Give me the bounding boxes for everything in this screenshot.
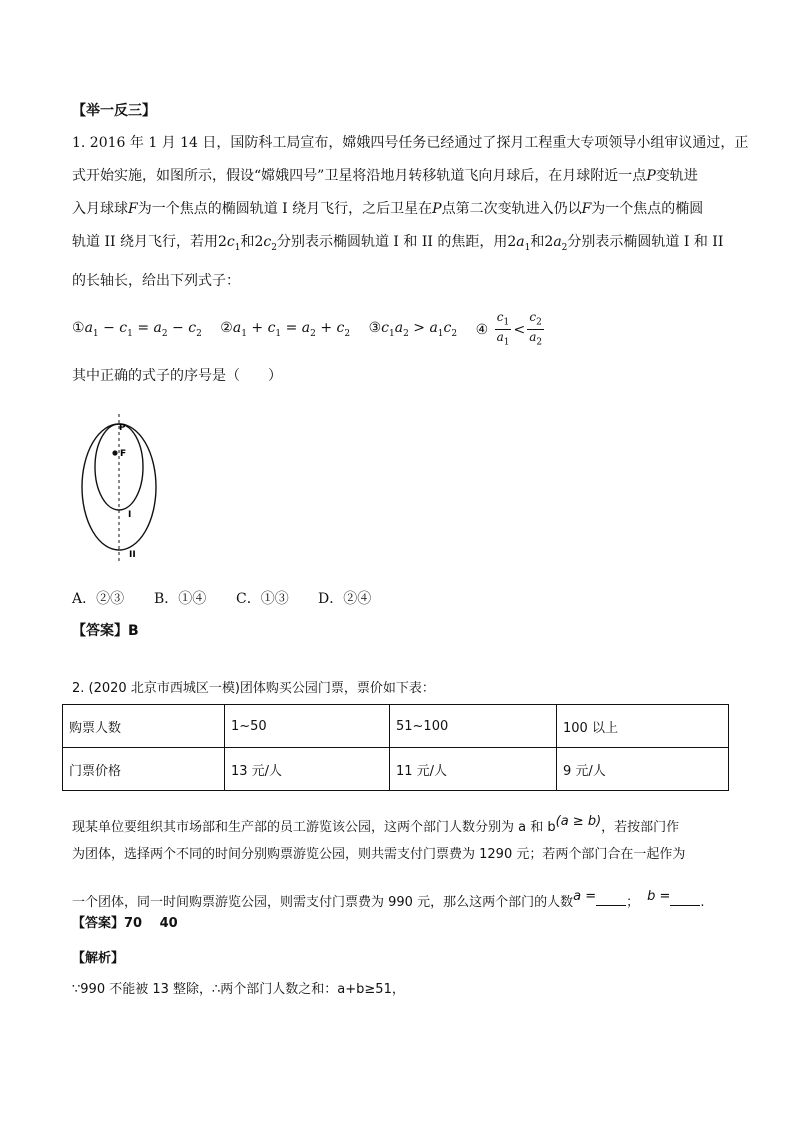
option-d: D．②④	[318, 591, 372, 607]
q1-formulas	[72, 310, 560, 350]
option-b: B．①④	[154, 591, 207, 607]
blank-b-label: b =	[647, 889, 671, 904]
q2-para-3-sep: ；	[626, 895, 640, 910]
q2-para-3-a: 一个团体，同一时间购票游览公园，则需支付门票费为 990 元，那么这两个部门的人数	[72, 895, 574, 910]
table-cell: 9 元/人	[557, 748, 729, 791]
table-row	[63, 705, 729, 748]
q2-para-3	[72, 887, 705, 913]
var-p-2: P	[432, 201, 442, 217]
blank-a-label: a =	[573, 889, 597, 904]
section-title: 【举一反三】	[72, 103, 156, 119]
q1-line-3	[72, 199, 703, 219]
q2-analysis-line: ∵990 不能被 13 整除，∴两个部门人数之和：a+b≥51，	[72, 982, 405, 997]
label-p: P	[119, 423, 126, 433]
q1-options	[72, 589, 400, 609]
q1-line-4-e: 分别表示椭圆轨道 I 和 II	[567, 234, 724, 250]
orbit-figure	[66, 412, 176, 562]
formula-2: $②a_1 + c_1 = a_2 + c_2$	[220, 320, 351, 340]
formula-3: $③c_1a_2 > a_1c_2$	[368, 320, 458, 340]
var-f-2: F	[581, 201, 592, 217]
table-cell: 购票人数	[63, 705, 225, 748]
q2-answer: 【答案】70 40	[72, 916, 178, 931]
q1-line-4-c: 分别表示椭圆轨道 I 和 II 的焦距，用	[276, 234, 508, 250]
q1-line-4: 轨道 II 绕月飞行，若用$2c_1$和$2c_2$分别表示椭圆轨道 I 和 II 的焦距，用$2a_1$和$2a_2$分别表示椭圆轨道 I 和 II	[72, 234, 724, 253]
table-cell: 51~100	[390, 705, 557, 748]
table-cell: 13 元/人	[225, 748, 390, 791]
q1-line-4-and-2: 和	[530, 234, 545, 250]
label-f: F	[120, 449, 127, 459]
q1-line-2-end: 变轨进	[655, 168, 698, 184]
q1-line-3-d: 为一个焦点的椭圆	[591, 201, 704, 217]
formula-4: ④ $\frac{c_1}{a_1}$ < $\frac{c_2}{a_2}$	[475, 310, 543, 348]
table-row	[63, 748, 729, 791]
table-cell: 1~50	[225, 705, 390, 748]
label-orbit-i: I	[128, 510, 132, 520]
table-cell: 100 以上	[557, 705, 729, 748]
q2-para-1-a: 现某单位要组织其市场部和生产部的员工游览该公园，这两个部门人数分别为 a 和 b	[72, 820, 556, 835]
var-p: P	[646, 168, 656, 184]
q1-answer: 【答案】B	[72, 623, 139, 639]
q1-line-2-text: 式开始实施，如图所示，假设“嫦娥四号”卫星将沿地月转移轨道飞向月球后，在月球附近一点	[72, 168, 647, 184]
q1-question: 其中正确的式子的序号是（ ）	[72, 368, 282, 384]
q1-line-3-b: 为一个焦点的椭圆轨道 I 绕月飞行，之后卫星在	[137, 201, 433, 217]
q1-line-4-and-1: 和	[240, 234, 255, 250]
table-cell: 11 元/人	[390, 748, 557, 791]
condition-a-ge-b: (a ≥ b)	[555, 814, 602, 829]
q2-para-3-end: .	[700, 895, 705, 910]
q1-line-3-a: 入月球球	[72, 201, 128, 217]
var-f: F	[128, 201, 138, 217]
label-orbit-ii: II	[129, 550, 136, 560]
q1-line-5: 的长轴长，给出下列式子：	[72, 273, 240, 289]
q2-para-2: 为团体，选择两个不同的时间分别购票游览公园，则共需支付门票费为 1290 元；若两个部门合在一起作为	[72, 847, 686, 862]
q1-line-1: 1. 2016 年 1 月 14 日，国防科工局宣布，嫦娥四号任务已经通过了探月工程重大专项领导小组审议通过，正	[72, 135, 749, 151]
q2-analysis-title: 【解析】	[72, 951, 125, 966]
option-a: A．②③	[72, 591, 125, 607]
table-cell: 门票价格	[63, 748, 225, 791]
blank-a	[596, 891, 626, 906]
q2-para-1	[72, 812, 679, 838]
formula-1: $①a_1 - c_1 = a_2 - c_2$	[72, 320, 202, 340]
q1-line-2	[72, 166, 698, 186]
q2-line-1: 2. (2020 北京市西城区一模)团体购买公园门票，票价如下表：	[72, 681, 435, 696]
q1-line-4-a: 轨道 II 绕月飞行，若用	[72, 234, 218, 250]
option-c: C．①③	[236, 591, 289, 607]
price-table	[62, 704, 729, 791]
blank-b	[670, 891, 700, 906]
q2-para-1-b: ，若按部门作	[601, 820, 680, 835]
moon-point	[112, 450, 117, 455]
orbit-i	[95, 424, 143, 510]
q1-line-3-c: 点第二次变轨进入仍以	[441, 201, 582, 217]
